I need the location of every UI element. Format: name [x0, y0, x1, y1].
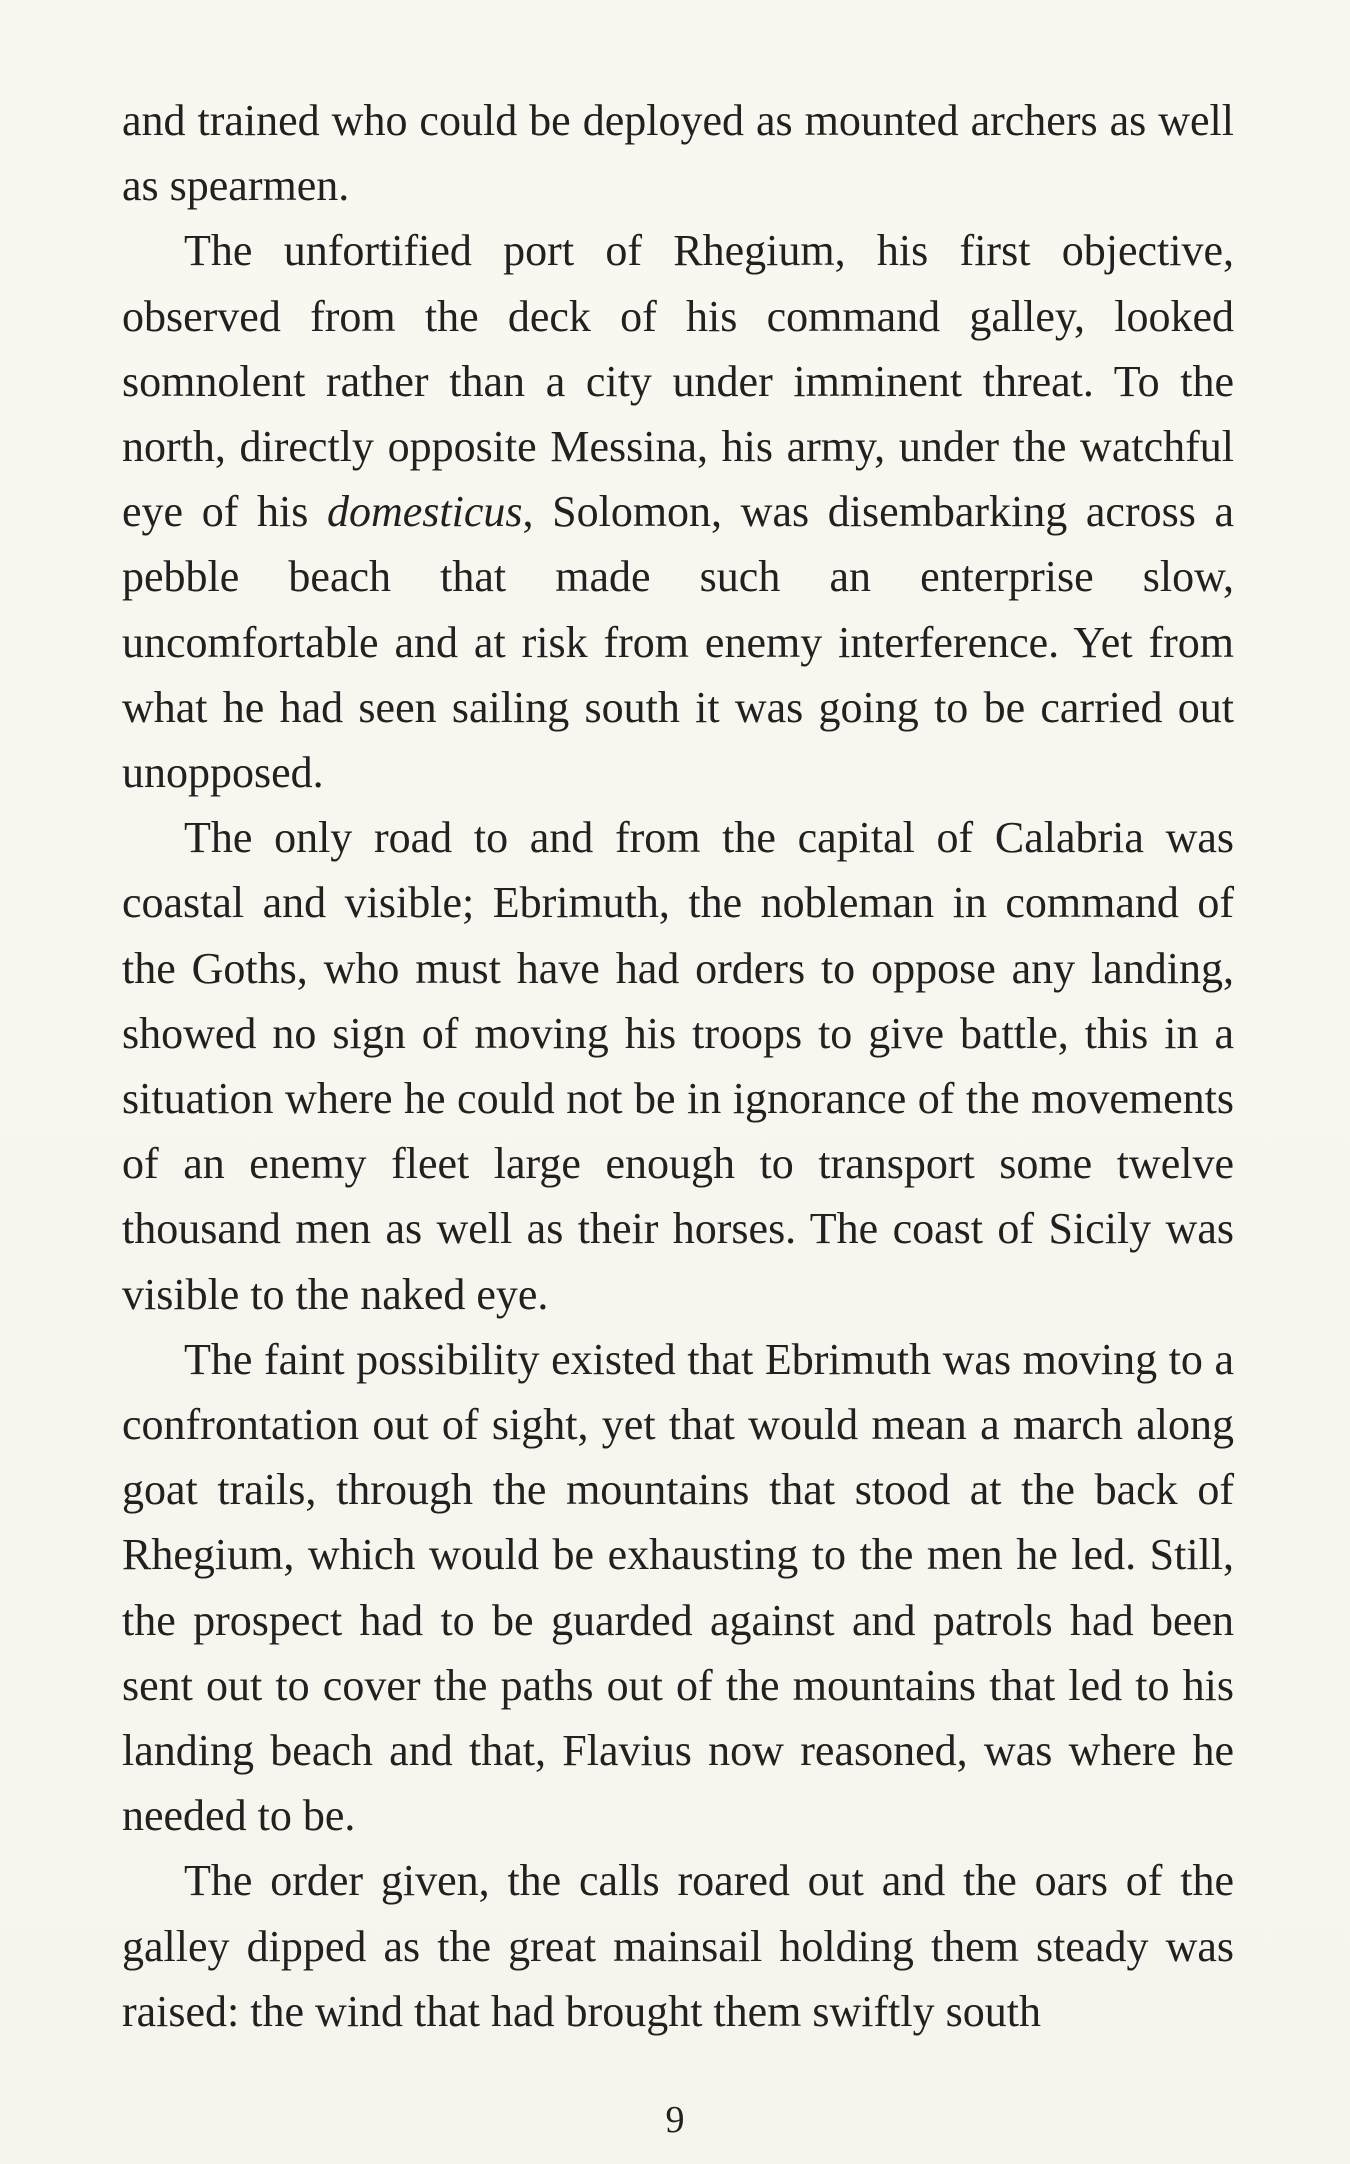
body-text [122, 88, 1234, 2044]
paragraph-2-text-continued: , Solomon, was disembarking across a pebble beach that made such an enterprise slow, uncomfortable and at risk from enemy interference. Yet from what he had seen sailing south it was going to be carried out unopposed. [122, 487, 1235, 798]
paragraph-5 [122, 1848, 1234, 2044]
paragraph-4-text: The faint possibility existed that Ebrimuth was moving to a confrontation out of sight, yet that would mean a march along goat trails, through the mountains that stood at the back of Rhegium, which would be exhausting to the men he led. Still, the prospect had to be guarded against and patrols had been sent out to cover the paths out of the mountains that led to his landing beach and that, Flavius now reasoned, was where he needed to be. [122, 1334, 1234, 1841]
paragraph-4 [122, 1327, 1234, 1849]
paragraph-1 [122, 88, 1234, 218]
paragraph-2 [122, 218, 1234, 805]
paragraph-3 [122, 805, 1234, 1327]
paragraph-2-text: The unfortified port of Rhegium, his first objective, observed from the deck of his command galley, looked somnolent rather than a city under imminent threat. To the north, directly opposite Messina, his army, under the watchful eye of his [122, 226, 1234, 537]
italic-term: domesticus [326, 487, 523, 537]
paragraph-3-text: The only road to and from the capital of Calabria was coastal and visible; Ebrimuth, the nobleman in command of the Goths, who must have had orders to oppose any landing, showed no sign of moving his troops to give battle, this in a situation where he could not be in ignorance of the movements of an enemy fleet large enough to transport some twelve thousand men as well as their horses. The coast of Sicily was visible to the naked eye. [122, 813, 1234, 1319]
paragraph-1-text: and trained who could be deployed as mounted archers as well as spearmen. [122, 96, 1234, 211]
paragraph-5-text: The order given, the calls roared out and the oars of the galley dipped as the great mainsail holding them steady was raised: the wind that had brought them swiftly south [122, 1856, 1234, 2036]
page-number: 9 [665, 2099, 685, 2141]
